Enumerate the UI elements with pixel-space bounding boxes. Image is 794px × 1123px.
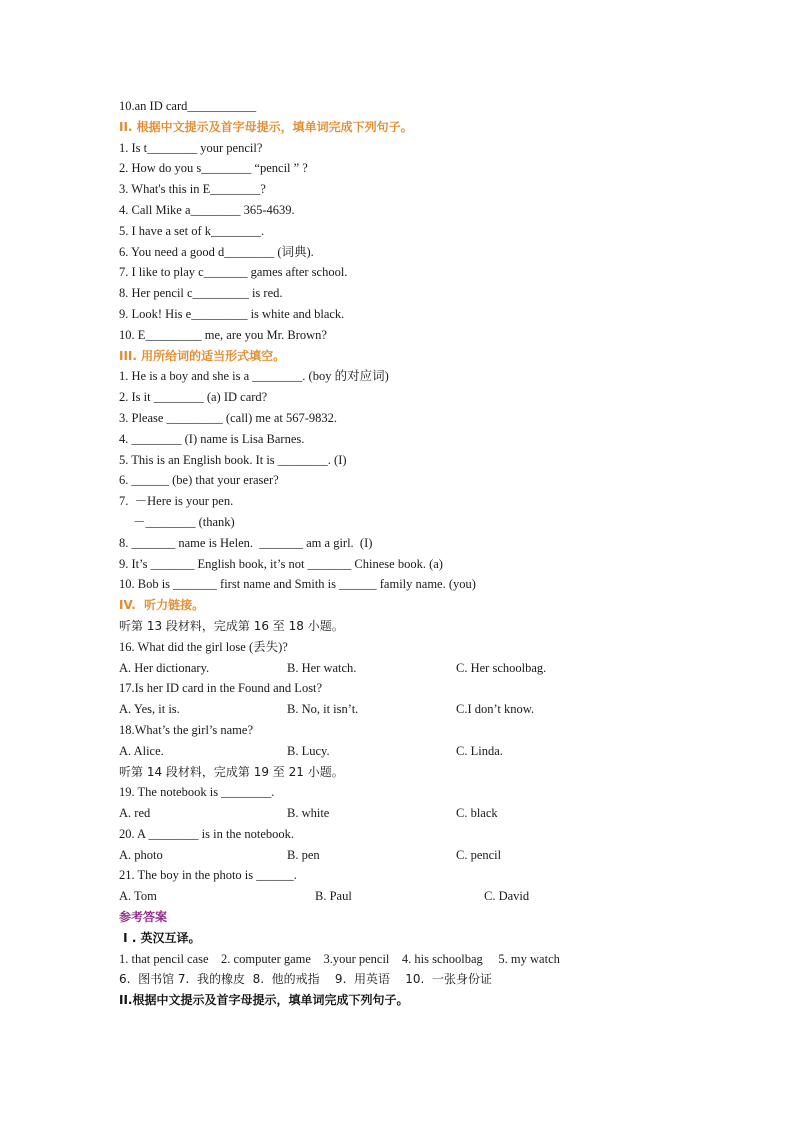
question-line: 1. Is t________ your pencil? <box>119 140 263 155</box>
question-line: 18.What’s the girl’s name? <box>119 722 253 737</box>
question-line: 19. The notebook is ________. <box>119 785 275 800</box>
answer-options <box>119 658 679 679</box>
option-b: B. Her watch. <box>287 660 357 675</box>
option-a: A. Yes, it is. <box>119 702 180 717</box>
instruction-line: 听第 13 段材料，完成第 16 至 18 小题。 <box>119 618 344 633</box>
question-line: 8. _______ name is Helen. _______ am a girl. (I) <box>119 535 373 550</box>
answer-options <box>119 803 679 824</box>
option-b: B. Lucy. <box>287 743 330 758</box>
option-c: C. Linda. <box>456 743 503 758</box>
question-line: 6. You need a good d________ (词典). <box>119 244 314 259</box>
question-line: 2. Is it ________ (a) ID card? <box>119 390 268 405</box>
question-line: 6. ______ (be) that your eraser? <box>119 473 279 488</box>
question-line: 10. E_________ me, are you Mr. Brown? <box>119 327 327 342</box>
option-a: A. Her dictionary. <box>119 660 210 675</box>
option-b: B. white <box>287 806 330 821</box>
instruction-line: 听第 14 段材料，完成第 19 至 21 小题。 <box>119 764 344 779</box>
question-line: －________ (thank) <box>133 514 235 529</box>
option-b: B. Paul <box>315 889 352 904</box>
answer-options <box>119 741 679 762</box>
question-line: 9. Look! His e_________ is white and black. <box>119 306 345 321</box>
answer-options <box>119 886 679 907</box>
option-c: C. David <box>484 889 530 904</box>
question-line: 4. Call Mike a________ 365-4639. <box>119 202 295 217</box>
section-heading: 参考答案 <box>119 910 168 925</box>
question-line: 21. The boy in the photo is ______. <box>119 868 297 883</box>
question-line: 3. What's this in E________? <box>119 182 266 197</box>
option-a: A. Alice. <box>119 743 164 758</box>
question-line: 9. It’s _______ English book, it’s not _______ Chinese book. (a) <box>119 556 443 571</box>
question-line: 10.an ID card___________ <box>119 99 257 113</box>
question-line: 16. What did the girl lose (丢失)? <box>119 639 288 654</box>
question-line: 4. ________ (I) name is Lisa Barnes. <box>119 431 305 446</box>
option-c: C. Her schoolbag. <box>456 660 547 675</box>
option-c: C. pencil <box>456 847 502 862</box>
option-a: A. Tom <box>119 889 157 904</box>
option-a: A. red <box>119 806 151 821</box>
option-c: C.I don’t know. <box>456 702 535 717</box>
option-a: A. photo <box>119 847 163 862</box>
instruction-line: 6. 图书馆 7. 我的橡皮 8. 他的戒指 9. 用英语 10. 一张身份证 <box>119 972 492 987</box>
option-c: C. black <box>456 806 498 821</box>
section-heading: III. 用所给词的适当形式填空。 <box>119 348 286 363</box>
question-line: 8. Her pencil c_________ is red. <box>119 286 283 301</box>
option-b: B. pen <box>287 847 320 862</box>
option-b: B. No, it isn’t. <box>287 702 359 717</box>
answer-options <box>119 699 679 720</box>
question-line: 2. How do you s________ “pencil ” ? <box>119 161 308 176</box>
question-line: 1. He is a boy and she is a ________. (boy 的对应词) <box>119 369 389 384</box>
question-line: 10. Bob is _______ first name and Smith is ______ family name. (you) <box>119 577 476 592</box>
question-line: 1. that pencil case 2. computer game 3.your pencil 4. his schoolbag 5. my watch <box>119 951 560 966</box>
section-heading: I . 英汉互译。 <box>119 930 201 945</box>
question-line: 7. －Here is your pen. <box>119 494 234 509</box>
question-line: 5. This is an English book. It is ________. (I) <box>119 452 347 467</box>
question-line: 3. Please _________ (call) me at 567-9832. <box>119 410 338 425</box>
section-heading: II. 根据中文提示及首字母提示，填单词完成下列句子。 <box>119 119 413 134</box>
question-line: 20. A ________ is in the notebook. <box>119 826 294 841</box>
answer-options <box>119 845 679 866</box>
section-heading: IV. 听力链接。 <box>119 598 205 613</box>
section-heading: II.根据中文提示及首字母提示，填单词完成下列句子。 <box>119 993 409 1008</box>
question-line: 7. I like to play c_______ games after school. <box>119 265 348 280</box>
question-line: 17.Is her ID card in the Found and Lost? <box>119 681 323 696</box>
question-line: 5. I have a set of k________. <box>119 223 265 238</box>
worksheet-page <box>119 96 679 1011</box>
